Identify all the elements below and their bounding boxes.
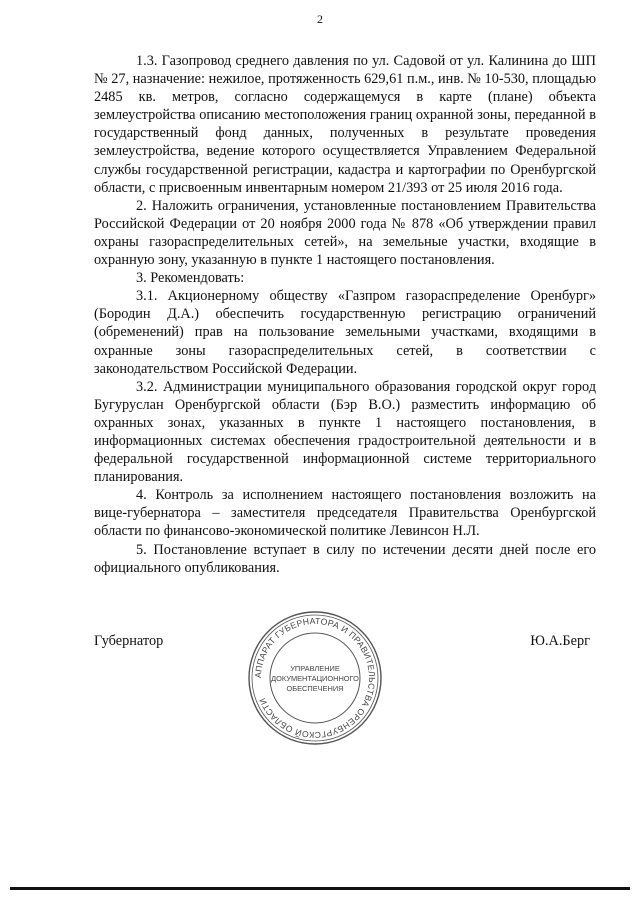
signatory-position: Губернатор xyxy=(94,633,164,649)
stamp-inner-line-3: ОБЕСПЕЧЕНИЯ xyxy=(286,684,344,693)
document-body xyxy=(94,52,596,577)
paragraph-4: 4. Контроль за исполнением настоящего постановления возложить на вице-губернатора – заместителя председателя Правительства Оренбургской области по финансово-экономической политике Левинсон Н.Л. xyxy=(94,487,596,540)
paragraph-5: 5. Постановление вступает в силу по истечении десяти дней после его официального опубликования. xyxy=(94,541,596,576)
stamp-inner-line-1: УПРАВЛЕНИЕ xyxy=(290,664,340,673)
paragraph-1-3: 1.3. Газопровод среднего давления по ул. Садовой от ул. Калинина до ШП № 27, назначение: нежилое, протяженность 629,61 п.м., инв. № 10-530, площадью 2485 кв. метров, согласно содержащемуся в карте (плане) объекта землеустройства описанию местоположения границ охранной зоны, переданной в государственный фонд данных, полученных в результате проведения землеустройства, ведение которого осуществляется Управлением Федеральной службы государственной регистрации, кадастра и картографии по Оренбургской области, с присвоенным инвентарным номером 21/393 от 25 июля 2016 года. xyxy=(94,53,596,196)
signatory-name: Ю.А.Берг xyxy=(530,633,590,649)
paragraph-2: 2. Наложить ограничения, установленные постановлением Правительства Российской Федерации от 20 ноября 2000 года № 878 «Об утверждении правил охраны газораспределительных сетей», на земельные участки, входящие в охранную зону, указанную в пункте 1 настоящего постановления. xyxy=(94,197,596,269)
official-stamp xyxy=(245,608,385,748)
paragraph-3-1: 3.1. Акционерному обществу «Газпром газораспределение Оренбург» (Бородин Д.А.) обеспечить государственную регистрацию ограничений (обременений) прав на пользование земельными участками, входящими в охранные зоны газораспределительных сетей, в соответствии с законодательством Российской Федерации. xyxy=(94,288,596,377)
page-number: 2 xyxy=(317,12,323,26)
page-bottom-rule xyxy=(10,887,630,890)
stamp-inner-line-2: ДОКУМЕНТАЦИОННОГО xyxy=(271,674,359,683)
paragraph-3-2: 3.2. Администрации муниципального образования городской округ город Бугуруслан Оренбургской области (Бэр В.О.) разместить информацию об охранных зонах, указанных в пункте 1 настоящего постановления, в информационных системах обеспечения градостроительной деятельности и в федеральной государственной информационной системе территориального планирования. xyxy=(94,378,596,486)
paragraph-3: 3. Рекомендовать: xyxy=(136,270,245,287)
stamp-outer-text: АППАРАТ ГУБЕРНАТОРА И ПРАВИТЕЛЬСТВА ОРЕНБУРГСКОЙ ОБЛАСТИ xyxy=(252,615,378,741)
